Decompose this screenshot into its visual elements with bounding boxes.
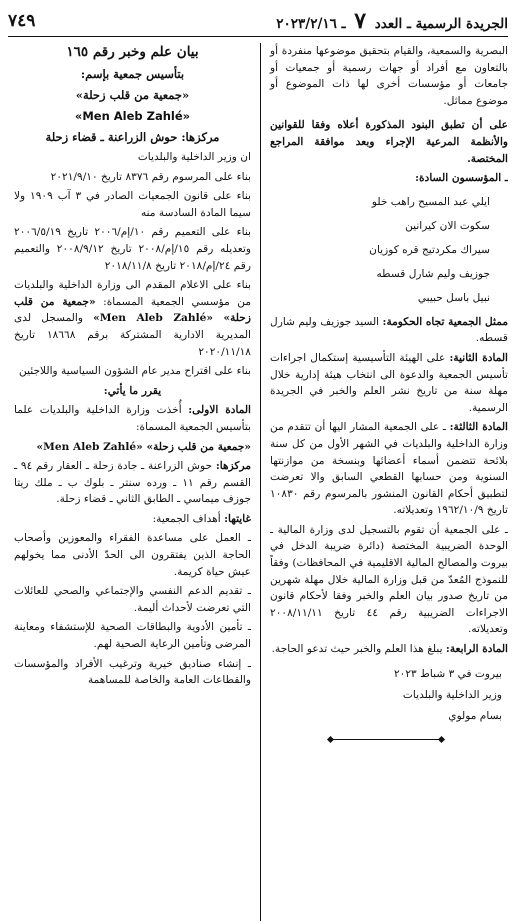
sign-name: بسام مولوي [448, 709, 502, 722]
article-1-text: أُخذت وزارة الداخلية والبلديات علما بتأسيس الجمعية المسماة: [14, 404, 251, 433]
continued-paragraph: البصرية والسمعية، والقيام بتحقيق موضوعها منفردة أو بالتعاون مع أفراد أو جهات رسمية أو جمعيات أو جامعات أو مؤسسات أخرى لها ذات الموضوع أو موضوع مماثل. [270, 45, 508, 107]
founder-item: سكوت الان كيرانين [405, 219, 490, 232]
article-3-label: المادة الثالثة: [449, 421, 508, 434]
article-3-tax: ـ على الجمعية أن تقوم بالتسجيل لدى وزارة المالية ـ الوحدة الضريبية المختصة (دائرة ضريبة الدخل في بيروت والمصالح المالية الاقليمية في المحافظات) وفقاً للنموذج المُعدّ من قبل وزارة المالية خلال مهلة شهرين من تاريخ صدور بيان العلم والخبر وفقا لأحكام قانون الاجراءات الضريبية رقم ٤٤ تاريخ ٢٠٠٨/١١/١١ وتعديلاته. [270, 523, 508, 636]
sign-title: وزير الداخلية والبلديات [402, 688, 502, 701]
basis-4-text: بناء على الاعلام المقدم الى وزارة الداخلية والبلديات من مؤسسي الجمعية المسماة: [14, 279, 252, 308]
article-2 [270, 350, 508, 416]
article-4-text: يبلغ هذا العلم والخبر حيث تدعو الحاجة. [271, 643, 443, 656]
hq-label: مركزها: [215, 460, 251, 473]
founders-title: ـ المؤسسون السادة: [415, 172, 508, 185]
decides-line: يقرر ما يأتي: [103, 384, 162, 397]
issue-number: ٧ [354, 8, 367, 34]
basis-5: بناء على اقتراح مدير عام الشؤون السياسية واللاجئين [19, 365, 251, 378]
article-4 [270, 641, 508, 658]
page-header [8, 6, 508, 37]
representative-text: السيد جوزيف وليم شارل قسطه. [270, 315, 508, 345]
founder-item: سيراك مكردتيج قره كوزيان [369, 243, 490, 256]
condition-paragraph: على أن تطبق البنود المذكورة أعلاه وفقا للقوانين والأنظمة المرعية الإجراء وبعد موافقة المراجع المختصة. [270, 119, 508, 165]
article-3 [270, 419, 508, 519]
founders-list [270, 190, 490, 310]
hq-text: حوش الزراعنة ـ جادة زحلة ـ العقار رقم ٩٤ ـ القسم رقم ١١ ـ ورده سنتر ـ بلوك ب ـ ملك ريتا جوزف ميماسي ـ الطابق الثاني ـ قضاء زحلة. [14, 460, 251, 506]
founder-item: جوزيف وليم شارل قسطه [376, 267, 490, 280]
founder-item: ايلي عبد المسيح راهب خلو [371, 195, 490, 208]
representative-paragraph [270, 314, 508, 347]
article-1 [14, 402, 251, 435]
minister-line: ان وزير الداخلية والبلديات [137, 151, 251, 163]
left-column [14, 43, 261, 921]
goal-item: ـ العمل على مساعدة الفقراء والمعوزين وأصحاب الحاجة الذين يفتقرون الى الحدّ الأدنى مما يخولهم عيش حياة كريمة. [14, 532, 251, 578]
basis-4 [14, 277, 251, 360]
association-name-ar: «جمعية من قلب زحلة» [75, 88, 190, 102]
closing-divider [331, 739, 441, 740]
goals-label: غايتها: [224, 512, 251, 525]
page-number: ٧٤٩ [8, 11, 36, 31]
signature-block [270, 664, 502, 740]
basis-3: بناء على التعميم رقم ١٠/إم/٢٠٠٦ تاريخ ٢٠٠٦/٥/١٩ وتعديله رقم ١٥/إم/٢٠٠٨ تاريخ ٢٠٠٨/٩/١٢ والتعميم رقم ٢٤/إم/٢٠١٨ تاريخ ٢٠١٨/١١/٨ [14, 226, 251, 272]
notice-title: بيان علم وخبر رقم ١٦٥ [66, 44, 199, 60]
article-1-name: «جمعية من قلب زحلة» «Men Aleb Zahlé» [36, 440, 251, 453]
basis-4-name: «جمعية من قلب زحلة» «Men Aleb Zahlé» [14, 295, 251, 325]
notice-subtitle: بتأسيس جمعية بإسم: [80, 67, 185, 81]
sign-place-date: بيروت في ٣ شباط ٢٠٢٣ [393, 667, 502, 680]
association-hq: مركزها: حوش الزراعنة ـ قضاء زحلة [45, 130, 220, 144]
article-2-text: على الهيئة التأسيسية إستكمال اجراءات تأسيس الجمعية والدعوة الى انتخاب هيئة إدارية خلال مهلة سنة من تاريخ نشر العلم والخبر في الجريدة الرسمية. [270, 351, 508, 414]
columns [8, 43, 508, 921]
goal-item: ـ إنشاء صناديق خيرية وترغيب الأفراد والمؤسسات والقطاعات العامة والخاصة للمساهمة [14, 657, 251, 687]
basis-1: بناء على المرسوم رقم ٨٣٧٦ تاريخ ٢٠٢١/٩/١٠ [50, 170, 251, 183]
goals-text: أهداف الجمعية: [152, 512, 221, 525]
gazette-issue-info [276, 8, 508, 34]
right-column [261, 43, 508, 921]
goal-item: ـ تأمين الأدوية والبطاقات الصحية للإستشفاء ومعاينة المرضى وتأمين الرعاية الصحية لهم. [14, 621, 251, 651]
article-2-label: المادة الثانية: [449, 351, 508, 364]
basis-4-registration: والمسجل لدى المديرية الادارية المشتركة برقم ١٨٦٦٨ تاريخ ٢٠٢٠/١١/١٨ [14, 312, 251, 358]
article-3-text: ـ على الجمعية المشار اليها أن تتقدم من وزارة الداخلية والبلديات في الشهر الأول من كل سنة بلائحة تتضمن أسماء أعضائها وبنسخة من موازنتها السنوية ومن حسابها القطعي السابق والا تعرضت لتطبيق أحكام القانون المنشور بالمرسوم رقم ١٠٨٣٠ تاريخ ١٩٦٢/١٠/٩ وتعديلاته. [270, 421, 508, 517]
association-name-en: «Men Aleb Zahlé» [74, 109, 191, 123]
basis-2: بناء على قانون الجمعيات الصادر في ٣ آب ١٩٠٩ ولا سيما المادة السادسة منه [14, 190, 251, 219]
hq-paragraph [14, 458, 251, 508]
article-4-label: المادة الرابعة: [445, 643, 508, 656]
goal-item: ـ تقديم الدعم النفسي والإجتماعي والصحي للعائلات التي تعرضت لأحداث أليمة. [14, 585, 251, 614]
article-1-label: المادة الاولى: [188, 404, 251, 417]
issue-date: ـ ٢٠٢٣/٢/١٦ [276, 16, 346, 32]
gazette-title: الجريدة الرسمية ـ العدد [374, 16, 508, 32]
goals-heading [14, 511, 251, 528]
founder-item: نبيل باسل حبيبي [417, 291, 490, 304]
representative-label: ممثل الجمعية تجاه الحكومة: [382, 315, 508, 328]
